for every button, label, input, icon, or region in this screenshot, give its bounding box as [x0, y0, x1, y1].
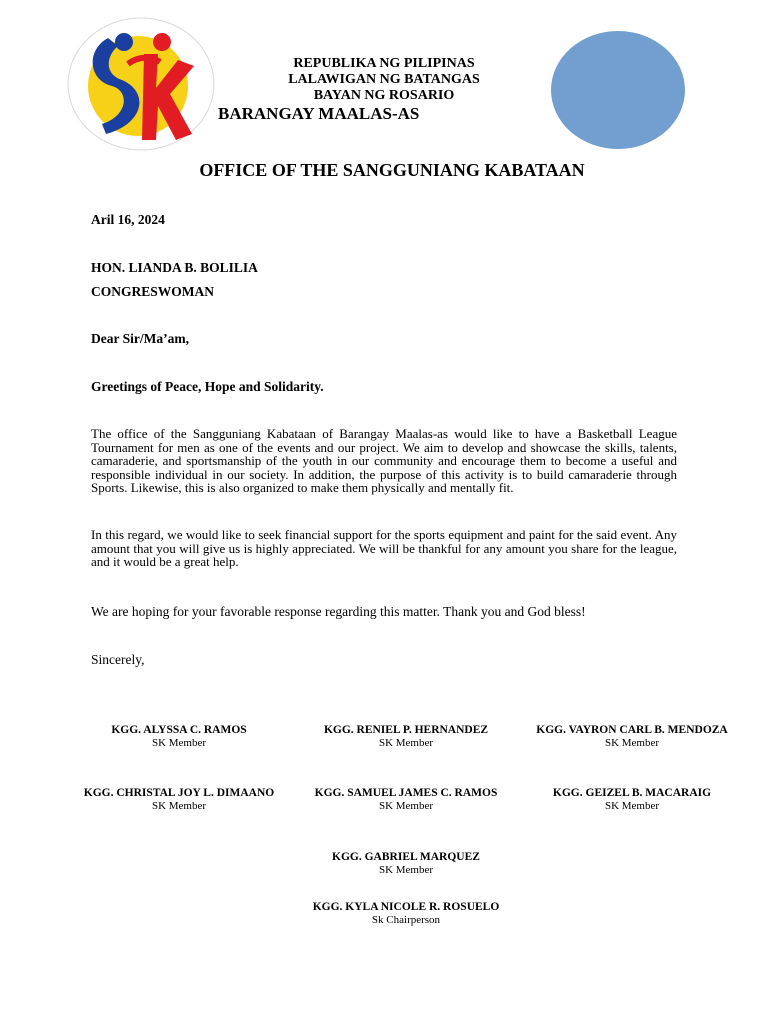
header-republic: REPUBLIKA NG PILIPINAS — [293, 56, 475, 71]
paragraph-2: In this regard, we would like to seek financial support for the sports equipment and paint for the said event. Any amount that you will give us is highly appreciated. We will be thankful for any amount you share for the league, and it would be a great help. — [91, 527, 677, 570]
signatory — [59, 787, 299, 813]
signatory-role: SK Member — [378, 800, 434, 812]
signatory-name: KGG. ALYSSA C. RAMOS — [111, 724, 247, 736]
closing-line: We are hoping for your favorable response regarding this matter. Thank you and God bless! — [91, 604, 586, 619]
signatory-name: KGG. VAYRON CARL B. MENDOZA — [536, 724, 728, 736]
signatory-role: SK Member — [151, 800, 207, 812]
signatory — [59, 724, 299, 750]
salutation: Dear Sir/Ma’am, — [91, 331, 189, 346]
signatory-role: SK Member — [604, 800, 660, 812]
signatory — [286, 851, 526, 877]
signatory-name: KGG. CHRISTAL JOY L. DIMAANO — [83, 787, 275, 799]
signatory-name: KGG. SAMUEL JAMES C. RAMOS — [314, 787, 498, 799]
signatory — [286, 724, 526, 750]
signatory-role: SK Member — [378, 864, 434, 876]
signatory-name: KGG. KYLA NICOLE R. ROSUELO — [312, 901, 500, 913]
signatory-role: SK Member — [604, 737, 660, 749]
paragraph-1: The office of the Sangguniang Kabataan of Barangay Maalas-as would like to have a Basketball League Tournament for men as one of the events and our project. We aim to develop and showcase the skills, talents, camaraderie, and sportsmanship of the youth in our community and encourage them to become a useful and responsible individual in our society. In addition, the purpose of this activity is to build camaraderie through Sports. Likewise, this is also organized to make them physically and mentally fit. — [91, 426, 677, 496]
recipient-name: HON. LIANDA B. BOLILIA — [91, 260, 258, 275]
signatory — [512, 787, 752, 813]
signatory-role: SK Member — [151, 737, 207, 749]
header-town: BAYAN NG ROSARIO — [313, 88, 455, 103]
signatory — [286, 787, 526, 813]
signatory-role: Sk Chairperson — [371, 914, 441, 926]
signatory-chairperson — [286, 901, 526, 927]
office-title: OFFICE OF THE SANGGUNIANG KABATAAN — [199, 160, 585, 180]
signoff: Sincerely, — [91, 652, 145, 667]
signatory-name: KGG. RENIEL P. HERNANDEZ — [323, 724, 489, 736]
signatory-role: SK Member — [378, 737, 434, 749]
greeting: Greetings of Peace, Hope and Solidarity. — [91, 379, 324, 394]
barangay-seal-placeholder — [551, 31, 685, 149]
header-barangay: BARANGAY MAALAS-AS — [218, 104, 420, 123]
recipient-title: CONGRESWOMAN — [91, 284, 215, 299]
signatory-name: KGG. GEIZEL B. MACARAIG — [552, 787, 712, 799]
signatory-name: KGG. GABRIEL MARQUEZ — [332, 851, 480, 863]
letter-date: Aril 16, 2024 — [91, 212, 165, 227]
signatory — [512, 724, 752, 750]
sk-logo-icon — [66, 16, 216, 152]
header-province: LALAWIGAN NG BATANGAS — [288, 72, 480, 87]
